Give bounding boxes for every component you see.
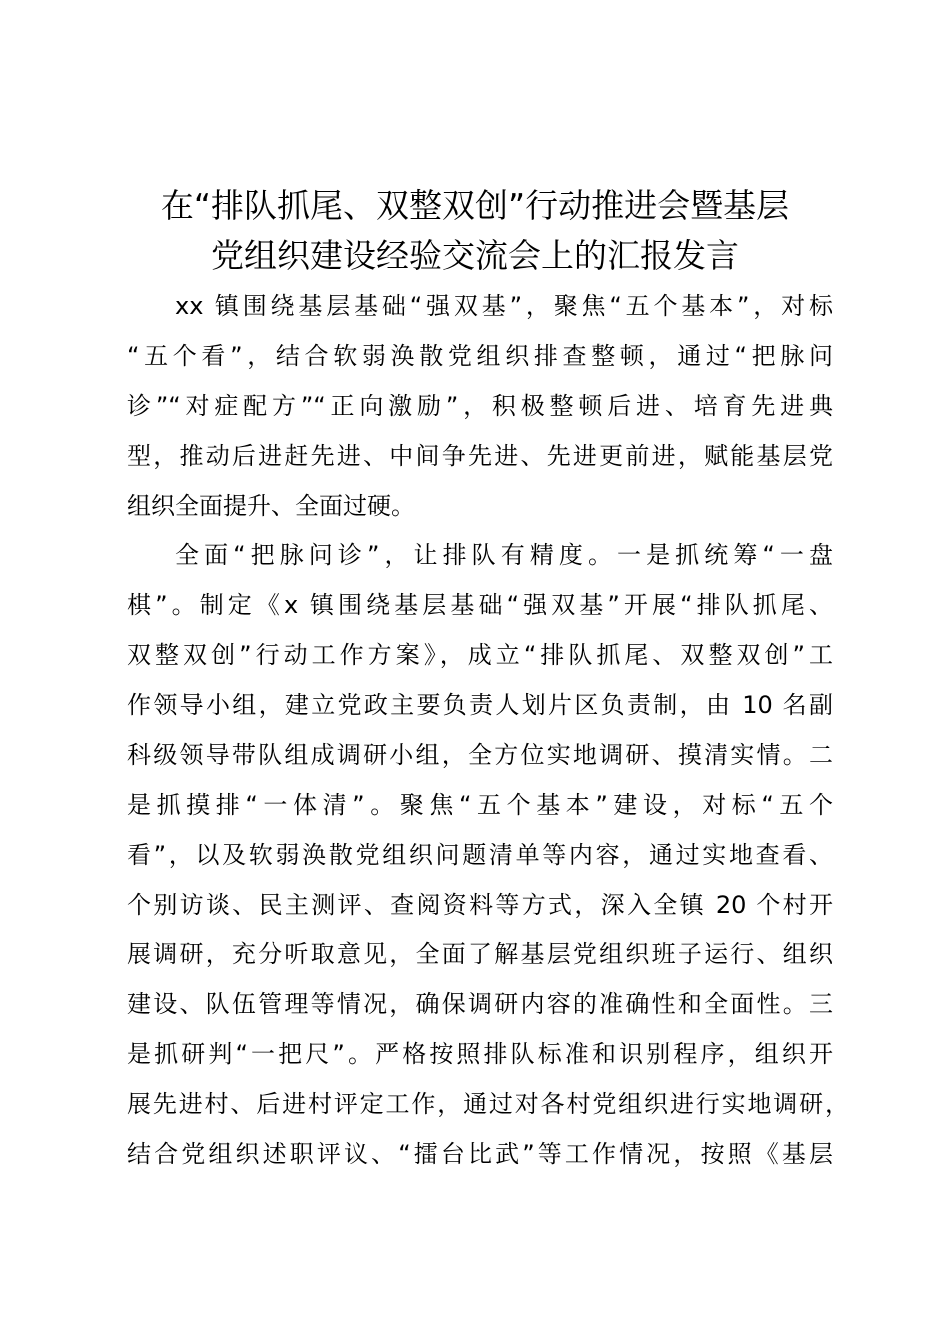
body-line-18: 结合党组织述职评议、“擂台比武”等工作情况，按照《基层: [127, 1140, 833, 1168]
body-line-3: 诊”“对症配方”“正向激励”，积极整顿后进、培育先进典: [127, 392, 833, 420]
body-line-2: “五个看”，结合软弱涣散党组织排查整顿，通过“把脉问: [127, 342, 833, 370]
body-line-13: 个别访谈、民主测评、查阅资料等方式，深入全镇 20 个村开: [127, 891, 833, 919]
body-line-5: 组织全面提升、全面过硬。: [127, 492, 415, 520]
body-line-1: xx 镇围绕基层基础“强双基”，聚焦“五个基本”，对标: [175, 292, 833, 320]
body-line-11: 是抓摸排“一体清”。聚焦“五个基本”建设，对标“五个: [127, 791, 833, 819]
body-line-12: 看”，以及软弱涣散党组织问题清单等内容，通过实地查看、: [127, 841, 833, 869]
body-line-14: 展调研，充分听取意见，全面了解基层党组织班子运行、组织: [127, 940, 833, 968]
body-line-6: 全面“把脉问诊”，让排队有精度。一是抓统筹“一盘: [175, 541, 833, 569]
body-line-7: 棋”。制定《x 镇围绕基层基础“强双基”开展“排队抓尾、: [127, 591, 833, 619]
body-line-9: 作领导小组，建立党政主要负责人划片区负责制，由 10 名副: [127, 691, 833, 719]
body-line-10: 科级领导带队组成调研小组，全方位实地调研、摸清实情。二: [127, 741, 833, 769]
document-title-line-1: 在“排队抓尾、双整双创”行动推进会暨基层: [160, 186, 790, 225]
document-title-line-2: 党组织建设经验交流会上的汇报发言: [211, 236, 739, 275]
body-line-17: 展先进村、后进村评定工作，通过对各村党组织进行实地调研，: [127, 1090, 849, 1118]
body-line-16: 是抓研判“一把尺”。严格按照排队标准和识别程序，组织开: [127, 1040, 833, 1068]
body-line-4: 型，推动后进赶先进、中间争先进、先进更前进，赋能基层党: [127, 442, 833, 470]
body-line-15: 建设、队伍管理等情况，确保调研内容的准确性和全面性。三: [127, 990, 833, 1018]
body-line-8: 双整双创”行动工作方案》，成立“排队抓尾、双整双创”工: [127, 641, 833, 669]
